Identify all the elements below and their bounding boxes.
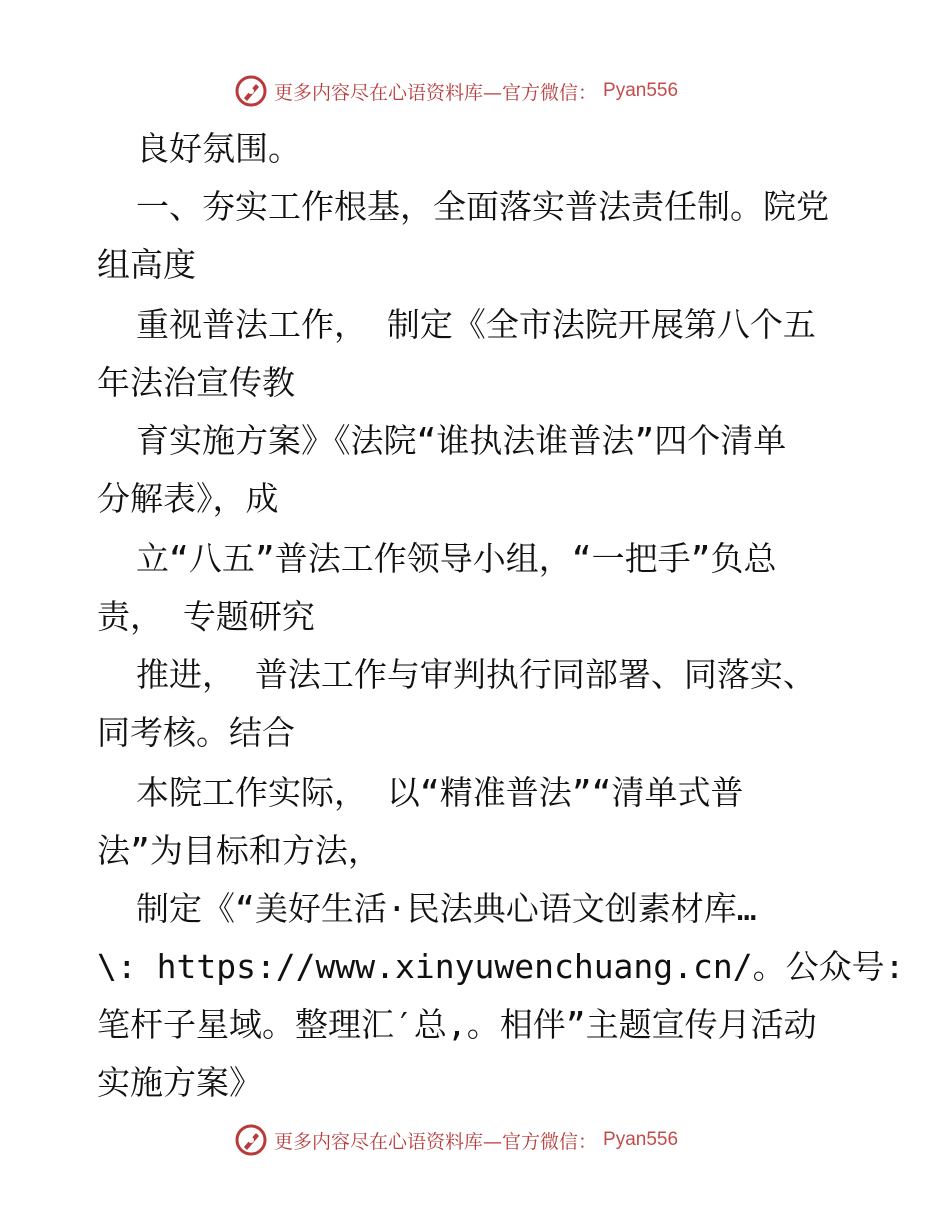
body-line: 立“八五”普法工作领导小组，“一把手”负总 xyxy=(136,539,777,578)
watermark-handle: Pyan556 xyxy=(603,80,679,101)
pen-logo-icon xyxy=(234,1123,268,1157)
body-line: 推进， 普法工作与审判执行同部署、同落实、 xyxy=(136,655,816,694)
body-line: 重视普法工作， 制定《全市法院开展第八个五 xyxy=(136,305,816,344)
watermark-text: 更多内容尽在心语资料库—官方微信： xyxy=(274,1130,598,1153)
body-line: 法”为目标和方法， xyxy=(97,831,381,870)
body-line: 实施方案》 xyxy=(97,1063,262,1102)
pen-logo-icon xyxy=(234,74,268,108)
body-line: 育实施方案》《法院“谁执法谁普法”四个清单 xyxy=(136,421,787,460)
watermark-handle: Pyan556 xyxy=(603,1129,679,1150)
body-line: 制定《“美好生活·民法典心语文创素材库… xyxy=(136,889,757,928)
body-line: 本院工作实际， 以“精准普法”“清单式普 xyxy=(136,773,744,812)
footer-watermark xyxy=(234,1122,678,1158)
body-line: 同考核。结合 xyxy=(97,713,295,752)
body-line: \: https://www.xinyuwenchuang.cn/。公众号: xyxy=(97,947,905,986)
header-watermark xyxy=(234,73,678,109)
body-line: 良好氛围。 xyxy=(136,129,301,168)
body-line: 一、夯实工作根基，全面落实普法责任制。院党 xyxy=(136,187,829,226)
body-line: 笔杆子星域。整理汇′总,。相伴”主题宣传月活动 xyxy=(97,1005,817,1044)
body-line: 年法治宣传教 xyxy=(97,363,295,402)
body-line: 责， 专题研究 xyxy=(97,597,315,636)
body-line: 分解表》，成 xyxy=(97,479,279,518)
body-line: 组高度 xyxy=(97,245,196,284)
watermark-text: 更多内容尽在心语资料库—官方微信： xyxy=(274,81,598,104)
